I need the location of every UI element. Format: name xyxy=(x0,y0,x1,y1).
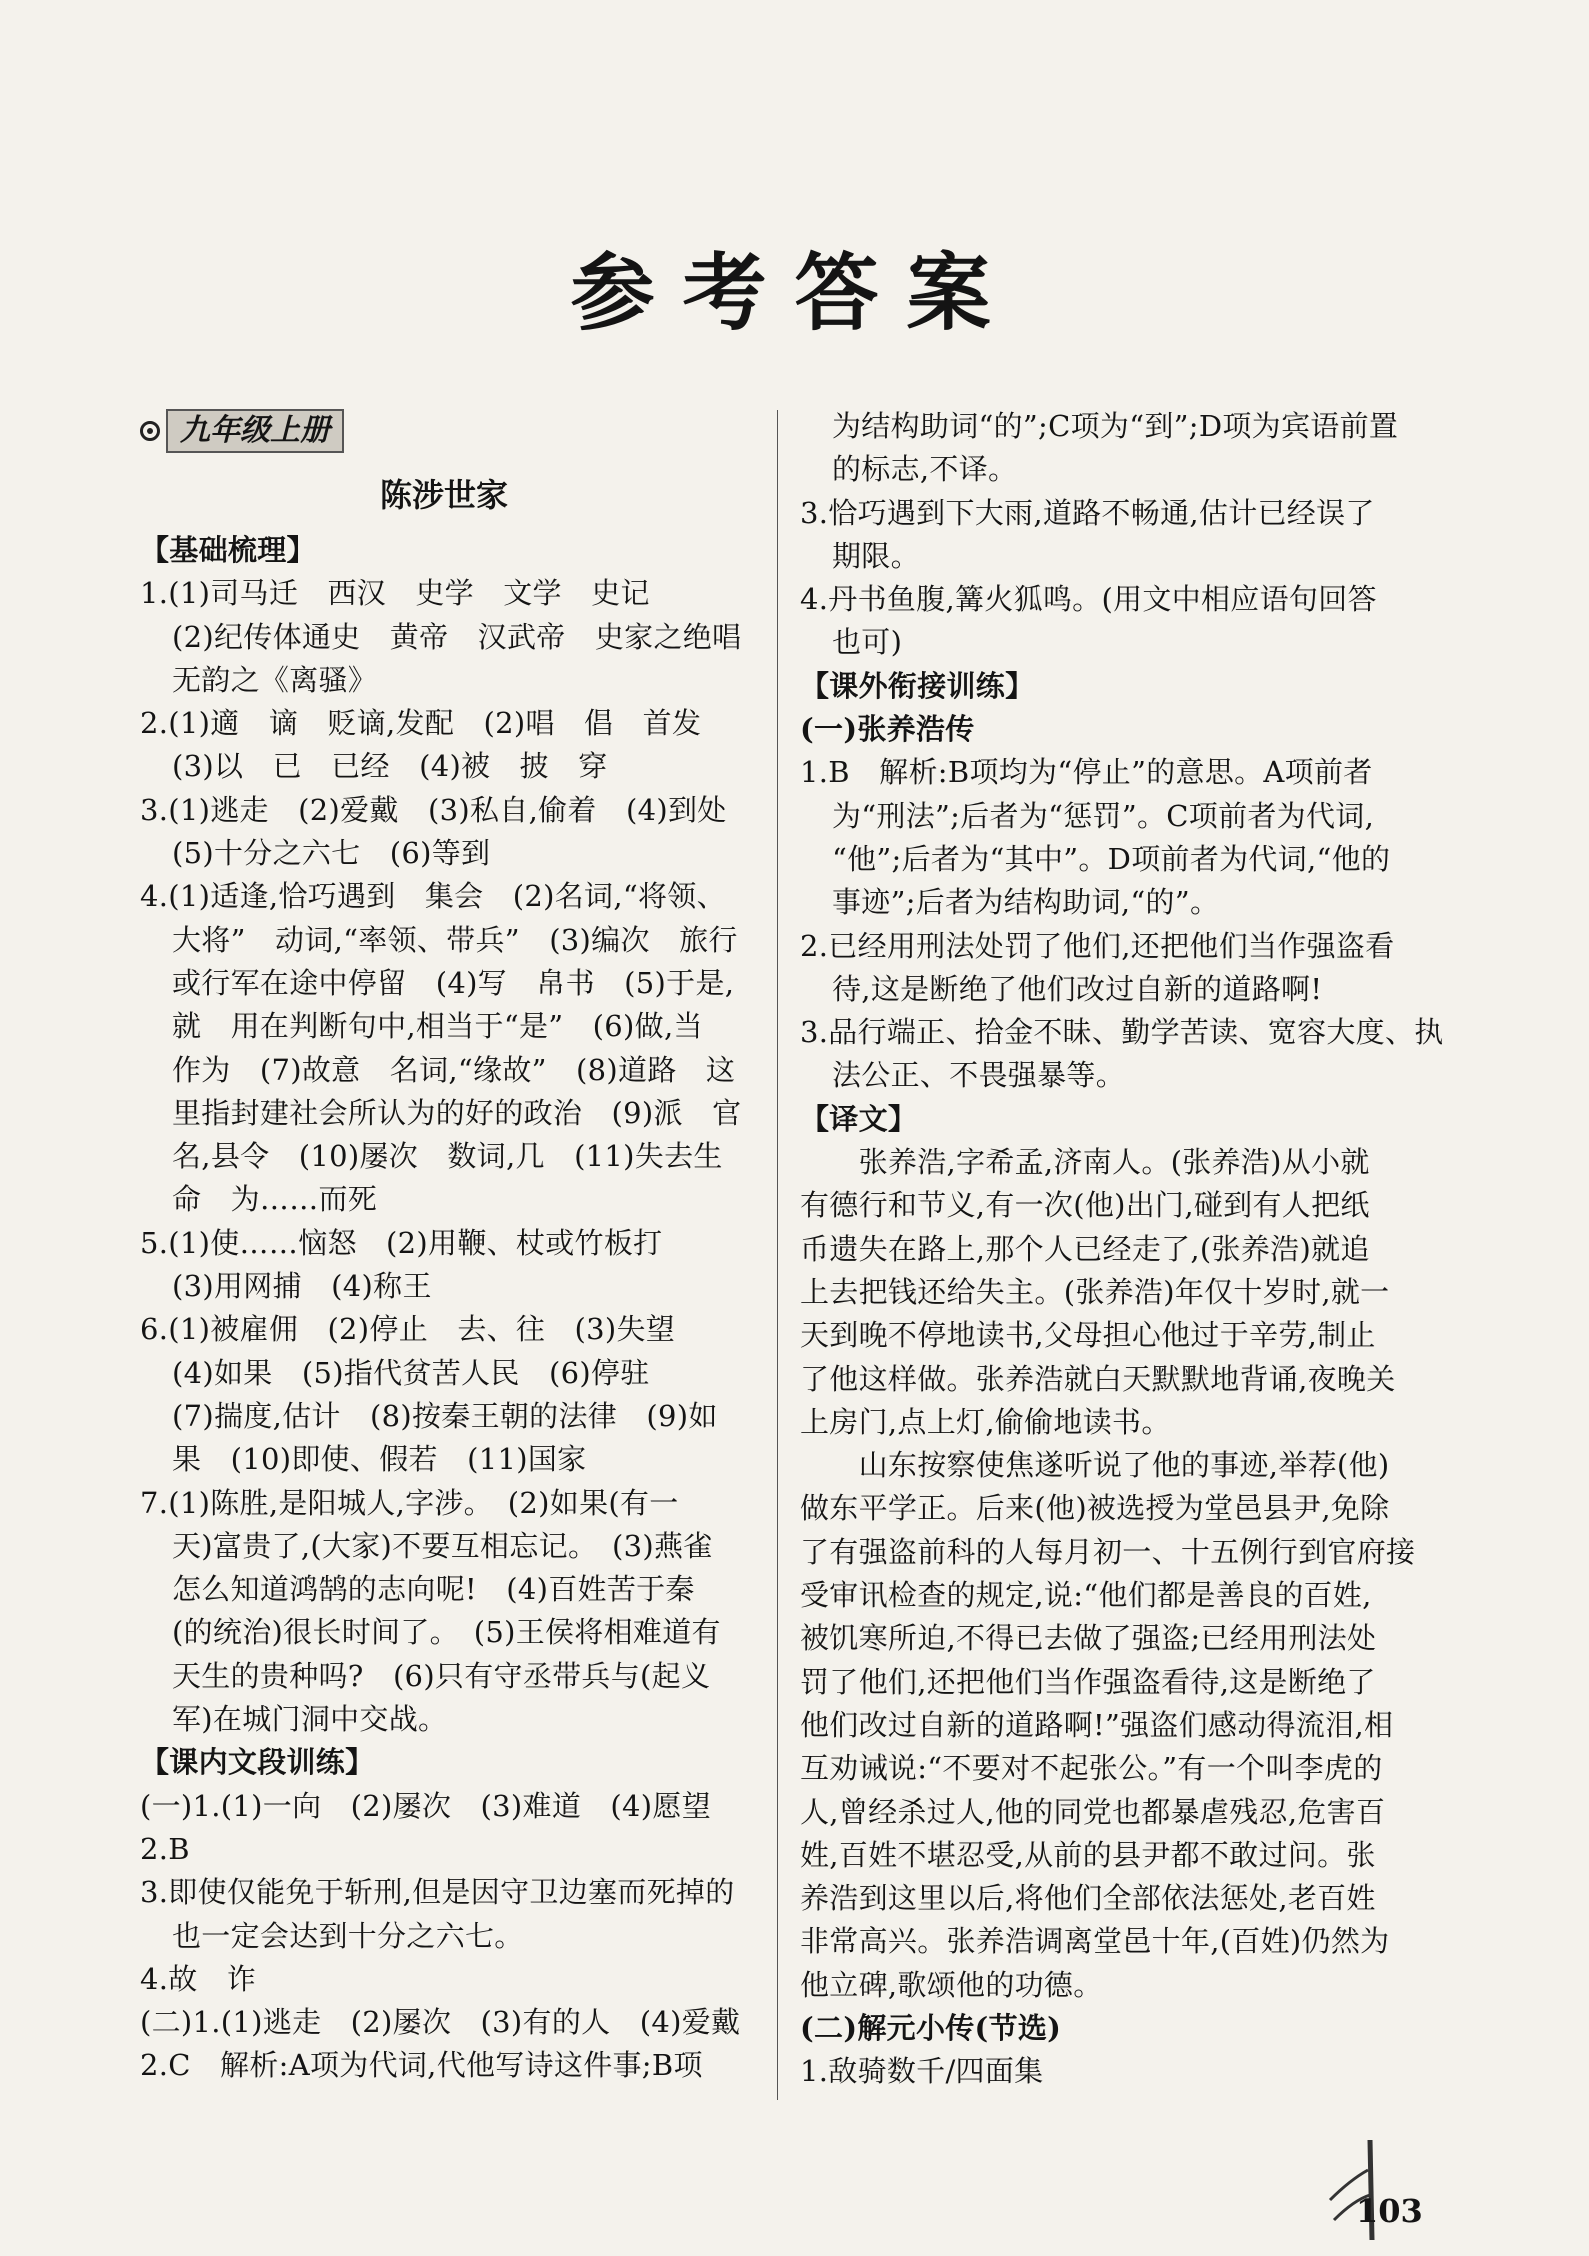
text-line: 命 为……而死 xyxy=(172,1182,378,1217)
translation-line: 养浩到这里以后,将他们全部依法惩处,老百姓 xyxy=(800,1881,1376,1916)
grade-badge: 九年级上册 xyxy=(166,409,344,453)
translation-line: 了有强盗前科的人每月初一、十五例行到官府接 xyxy=(800,1534,1416,1569)
text-line: 就 用在判断句中,相当于“是” (6)做,当 xyxy=(172,1009,703,1044)
text-line: (一)1.(1)一向 (2)屡次 (3)难道 (4)愿望 xyxy=(140,1788,712,1823)
text-line: (2)纪传体通史 黄帝 汉武帝 史家之绝唱 xyxy=(172,619,742,654)
text-line: (二)解元小传(节选) xyxy=(800,2010,1062,2045)
right-lines-bottom xyxy=(800,2007,1428,2094)
text-line: 2.(1)適 谪 贬谪,发配 (2)唱 倡 首发 xyxy=(140,706,702,741)
left-column xyxy=(140,405,748,2088)
text-line: 4.(1)适逢,恰巧遇到 集会 (2)名词,“将领、 xyxy=(140,879,726,914)
text-line: 事迹”;后者为结构助词,“的”。 xyxy=(832,885,1220,920)
text-line: 2.B xyxy=(140,1831,190,1866)
section-title: 陈涉世家 xyxy=(379,476,508,514)
translation-line: 他立碑,歌颂他的功德。 xyxy=(800,1967,1103,2002)
text-line: 3.即使仅能免于斩刑,但是因守卫边塞而死掉的 xyxy=(140,1875,735,1910)
translation-line: 人,曾经杀过人,他的同党也都暴虐残忍,危害百 xyxy=(800,1794,1386,1829)
translation-line: 张养浩,字希孟,济南人。(张养浩)从小就 xyxy=(800,1145,1370,1180)
text-line: 3.品行端正、拾金不昧、勤学苦读、宽容大度、执 xyxy=(800,1015,1444,1050)
text-line: 或行军在途中停留 (4)写 帛书 (5)于是, xyxy=(172,965,735,1000)
translation-paragraph-2 xyxy=(800,1444,1428,2007)
text-line: (7)揣度,估计 (8)按秦王朝的法律 (9)如 xyxy=(172,1398,718,1433)
translation-line: 上去把钱还给失主。(张养浩)年仅十岁时,就一 xyxy=(800,1274,1390,1309)
text-line: 【课外衔接训练】 xyxy=(800,668,1035,703)
text-line: 天)富贵了,(大家)不要互相忘记。 (3)燕雀 xyxy=(172,1528,713,1563)
translation-line: 被饥寒所迫,不得已去做了强盗;已经用刑法处 xyxy=(800,1621,1377,1656)
text-line: (一)张养浩传 xyxy=(800,712,975,747)
text-line: 5.(1)使……恼怒 (2)用鞭、杖或竹板打 xyxy=(140,1225,663,1260)
text-line: 6.(1)被雇佣 (2)停止 去、往 (3)失望 xyxy=(140,1312,676,1347)
translation-line: 币遗失在路上,那个人已经走了,(张养浩)就追 xyxy=(800,1231,1370,1266)
page-title: 参考答案 xyxy=(570,243,1019,342)
text-line: (4)如果 (5)指代贫苦人民 (6)停驻 xyxy=(172,1355,650,1390)
right-lines-top xyxy=(800,405,1444,1141)
text-line: 大将” 动词,“率领、带兵” (3)编次 旅行 xyxy=(172,922,738,957)
text-line: 为结构助词“的”;C项为“到”;D项为宾语前置 xyxy=(832,409,1399,443)
text-line: 3.(1)逃走 (2)爱戴 (3)私自,偷着 (4)到处 xyxy=(140,792,727,827)
text-line: 【基础梳理】 xyxy=(140,533,316,567)
translation-line: 做东平学正。后来(他)被选授为堂邑县尹,免除 xyxy=(800,1491,1390,1526)
translation-line: 互劝诫说:“不要对不起张公。”有一个叫李虎的 xyxy=(800,1751,1383,1786)
translation-line: 罚了他们,还把他们当作强盗看待,这是断绝了 xyxy=(800,1664,1376,1699)
translation-line: 山东按察使焦遂听说了他的事迹,举荐(他) xyxy=(800,1448,1390,1483)
text-line: 4.丹书鱼腹,篝火狐鸣。(用文中相应语句回答 xyxy=(800,582,1377,617)
text-line: 1.B 解析:B项均为“停止”的意思。A项前者 xyxy=(800,755,1373,790)
right-column xyxy=(800,405,1444,2094)
translation-line: 他们改过自新的道路啊!”强盗们感动得流泪,相 xyxy=(800,1707,1394,1742)
text-line: 7.(1)陈胜,是阳城人,字涉。 (2)如果(有一 xyxy=(140,1485,679,1520)
text-line: 怎么知道鸿鹄的志向呢! (4)百姓苦于秦 xyxy=(172,1572,695,1607)
text-line: 期限。 xyxy=(832,538,920,573)
text-line: 里指封建社会所认为的好的政治 (9)派 官 xyxy=(172,1095,742,1130)
text-line: 【译文】 xyxy=(800,1101,918,1136)
text-line: 也可) xyxy=(832,625,903,660)
text-line: 【课内文段训练】 xyxy=(140,1745,375,1780)
text-line: 作为 (7)故意 名词,“缘故” (8)道路 这 xyxy=(172,1052,736,1087)
text-line: 为“刑法”;后者为“惩罚”。C项前者为代词, xyxy=(832,798,1375,833)
text-line: 1.敌骑数千/四面集 xyxy=(800,2054,1044,2089)
translation-line: 上房门,点上灯,偷偷地读书。 xyxy=(800,1404,1171,1439)
text-line: (5)十分之六七 (6)等到 xyxy=(172,836,491,871)
text-line: (的统治)很长时间了。 (5)王侯将相难道有 xyxy=(172,1615,721,1650)
vertical-divider xyxy=(777,410,778,2100)
text-line: 也一定会达到十分之六七。 xyxy=(172,1918,524,1953)
page-number: 103 xyxy=(1356,2192,1423,2230)
text-line: 1.(1)司马迁 西汉 史学 文学 史记 xyxy=(140,576,650,611)
left-lines xyxy=(140,529,748,2088)
translation-line: 非常高兴。张养浩调离堂邑十年,(百姓)仍然为 xyxy=(800,1924,1390,1959)
text-line: 天生的贵种吗? (6)只有守丞带兵与(起义 xyxy=(172,1658,711,1693)
text-line: (二)1.(1)逃走 (2)屡次 (3)有的人 (4)爱戴 xyxy=(140,2005,741,2040)
grade-header xyxy=(140,405,748,457)
text-line: 无韵之《离骚》 xyxy=(172,662,378,697)
text-line: (3)以 已 已经 (4)被 披 穿 xyxy=(172,749,608,784)
text-line: 军)在城门洞中交战。 xyxy=(172,1702,448,1737)
text-line: 待,这是断绝了他们改过自新的道路啊! xyxy=(832,971,1323,1006)
translation-line: 有德行和节义,有一次(他)出门,碰到有人把纸 xyxy=(800,1188,1370,1223)
text-line: 的标志,不译。 xyxy=(832,452,1018,487)
translation-line: 天到晚不停地读书,父母担心他过于辛劳,制止 xyxy=(800,1318,1376,1353)
translation-paragraph-1 xyxy=(800,1141,1428,1444)
translation-line: 姓,百姓不堪忍受,从前的县尹都不敢过问。张 xyxy=(800,1837,1376,1872)
text-line: 2.C 解析:A项为代词,代他写诗这件事;B项 xyxy=(140,2048,703,2083)
text-line: 果 (10)即使、假若 (11)国家 xyxy=(172,1442,587,1477)
text-line: 2.已经用刑法处罚了他们,还把他们当作强盗看 xyxy=(800,928,1395,963)
text-line: 3.恰巧遇到下大雨,道路不畅通,估计已经误了 xyxy=(800,495,1375,530)
text-line: 名,县令 (10)屡次 数词,几 (11)失去生 xyxy=(172,1139,723,1174)
target-icon xyxy=(140,421,160,441)
text-line: 法公正、不畏强暴等。 xyxy=(832,1058,1126,1093)
text-line: 4.故 诈 xyxy=(140,1961,257,1996)
translation-line: 受审讯检查的规定,说:“他们都是善良的百姓, xyxy=(800,1578,1372,1613)
text-line: (3)用网捕 (4)称王 xyxy=(172,1269,432,1304)
text-line: “他”;后者为“其中”。D项前者为代词,“他的 xyxy=(832,841,1391,876)
translation-line: 了他这样做。张养浩就白天默默地背诵,夜晚关 xyxy=(800,1361,1396,1396)
